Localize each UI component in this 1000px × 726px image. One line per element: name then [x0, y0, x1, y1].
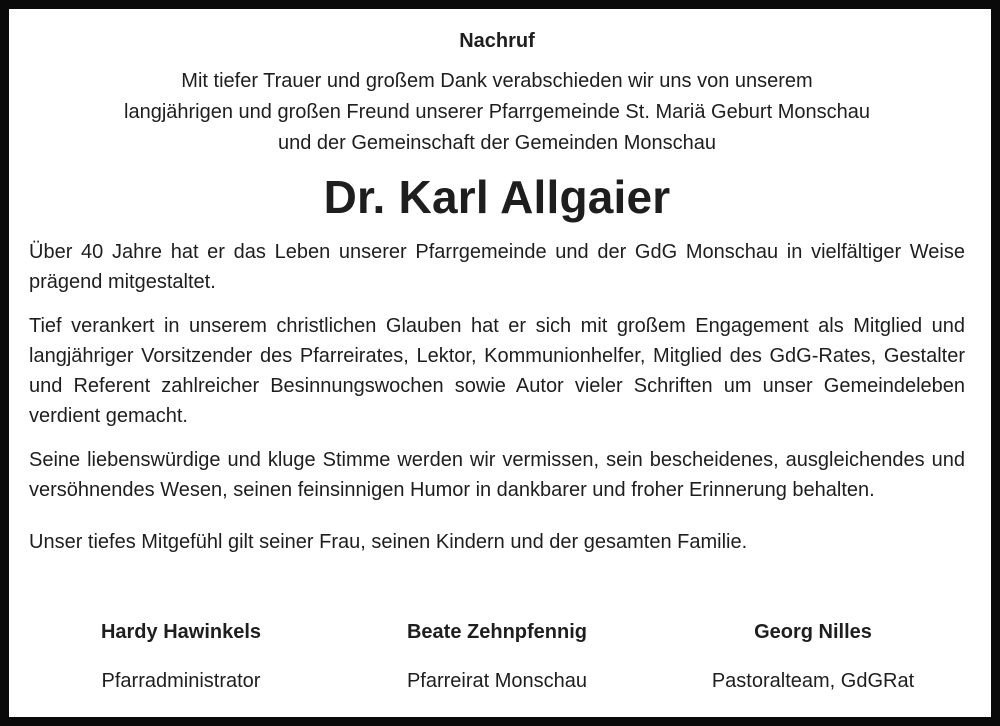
- condolence-paragraph: Unser tiefes Mitgefühl gilt seiner Frau, seinen Kindern und der gesamten Familie.: [29, 531, 748, 553]
- intro-line: und der Gemeinschaft der Gemeinden Monschau: [277, 132, 717, 154]
- signatory-name: Georg Nilles: [754, 621, 872, 643]
- intro-line: Mit tiefer Trauer und großem Dank verabschieden wir uns von unserem: [181, 70, 813, 92]
- signatory-role: Pfarradministrator: [101, 670, 261, 692]
- signatory: [663, 618, 963, 695]
- paragraph: Tief verankert in unserem christlichen Glauben hat er sich mit großem Engagement als Mitglied und langjähriger Vorsitzender des Pfarreirates, Lektor, Kommunionhelfer, Mitglied des GdG-Rates, Gestalter und Referent zahlreicher Besinnungswochen sowie Autor vieler Schriften um unser Gemeindeleben verdient gemacht.: [29, 315, 965, 427]
- signatory-role: Pfarreirat Monschau: [406, 670, 588, 692]
- paragraph: Über 40 Jahre hat er das Leben unserer Pfarrgemeinde und der GdG Monschau in vielfältiger Weise prägend mitgestaltet.: [29, 241, 965, 293]
- paragraph: Seine liebenswürdige und kluge Stimme werden wir vermissen, sein bescheidenes, ausgleichendes und versöhnendes Wesen, seinen feinsinnigen Humor in dankbarer und froher Erinnerung behalten.: [29, 449, 965, 501]
- deceased-name: Dr. Karl Allgaier: [323, 171, 671, 223]
- signatory-role: Pastoralteam, GdGRat: [711, 670, 915, 692]
- obituary-body: [29, 28, 965, 571]
- intro-line: langjährigen und großen Freund unserer Pfarrgemeinde St. Mariä Geburt Monschau: [124, 101, 870, 123]
- signatory: [31, 618, 331, 695]
- signatory-name: Hardy Hawinkels: [100, 621, 262, 643]
- intro-text: [29, 66, 965, 159]
- signatories: [29, 618, 965, 698]
- signatory: [347, 618, 647, 695]
- signatory-name: Beate Zehnpfennig: [406, 621, 587, 643]
- notice-heading: Nachruf: [459, 30, 535, 52]
